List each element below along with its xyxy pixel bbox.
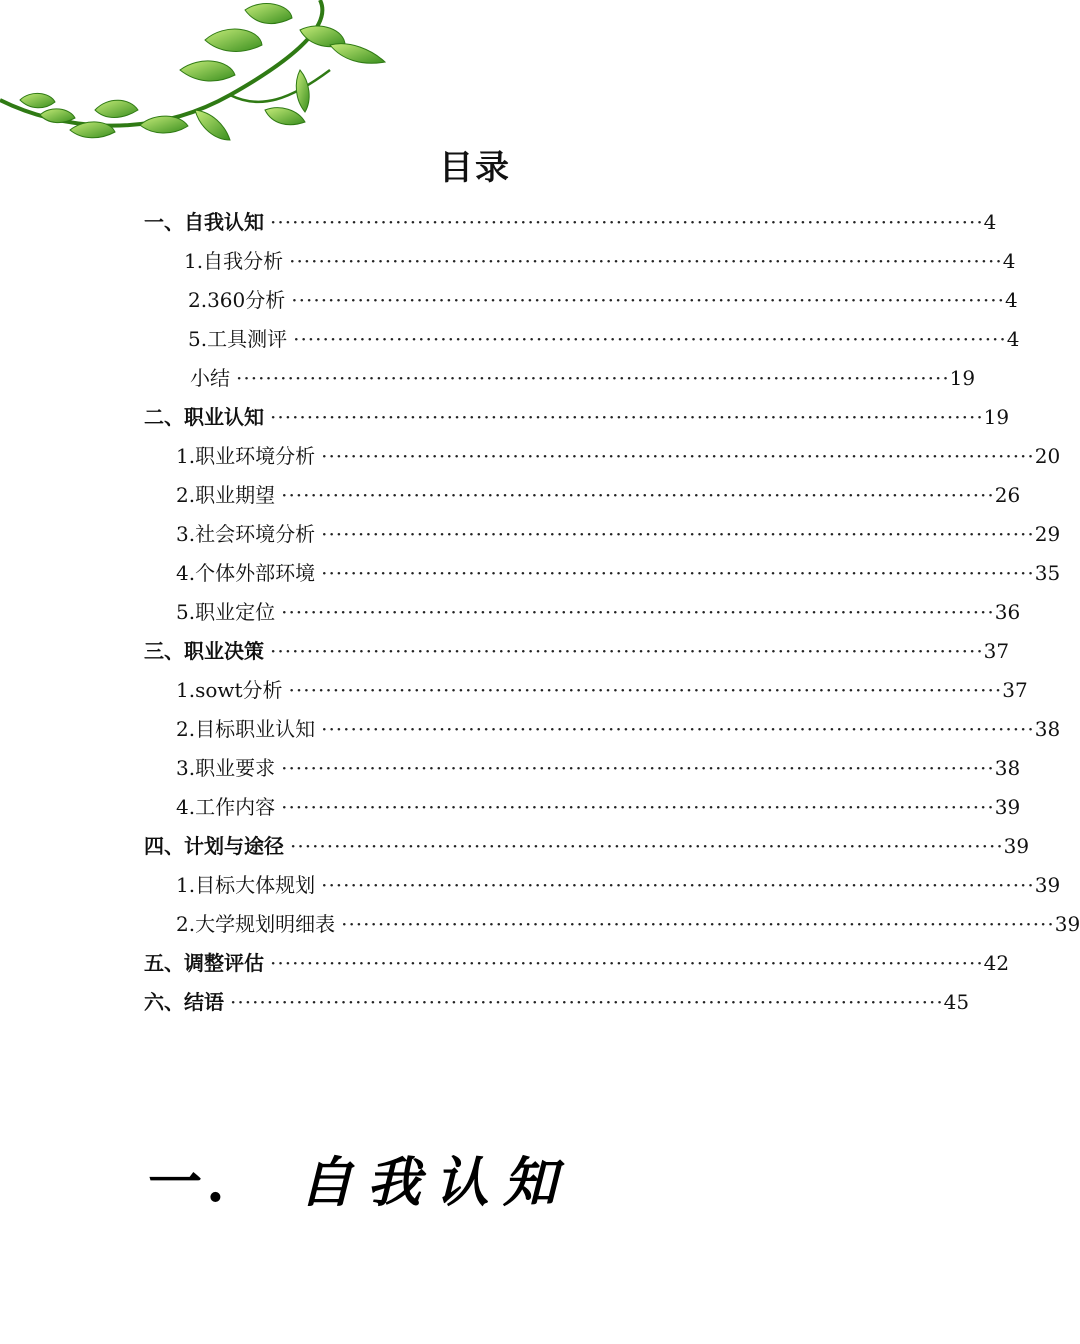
toc-leader-dots: ·································································································	[281, 600, 995, 624]
toc-leader-dots: ·································································································	[321, 873, 1035, 897]
toc-entry-page: 38	[1034, 717, 1061, 741]
toc-entry-page: 45	[943, 990, 970, 1014]
toc-entry-label: 四、计划与途径	[144, 834, 284, 858]
toc-entry-page: 39	[1003, 834, 1030, 858]
toc-entry-page: 19	[983, 405, 1010, 429]
toc-entry[interactable]	[176, 710, 1061, 749]
toc-entry-label: 1.目标大体规划	[176, 873, 316, 897]
toc-entry-page: 39	[1034, 873, 1061, 897]
toc-entry[interactable]	[144, 983, 970, 1022]
toc-leader-dots: ·································································································	[270, 405, 984, 429]
toc-entry[interactable]	[144, 632, 1010, 671]
toc-entry[interactable]	[176, 554, 1061, 593]
section-number: 一.	[148, 1150, 229, 1214]
toc-entry-label: 2.职业期望	[176, 483, 276, 507]
toc-entry-page: 39	[1054, 912, 1080, 936]
toc-entry-label: 1.职业环境分析	[176, 444, 316, 468]
toc-entry[interactable]	[176, 671, 1028, 710]
toc-leader-dots: ·································································································	[321, 561, 1035, 585]
green-vine-leaves-decoration	[0, 0, 400, 160]
toc-leader-dots: ·································································································	[321, 717, 1035, 741]
toc-leader-dots: ·································································································	[281, 795, 995, 819]
toc-entry-page: 4	[1002, 249, 1016, 273]
toc-title: 目录	[439, 148, 511, 188]
toc-entry-label: 六、结语	[144, 990, 224, 1014]
toc-entry[interactable]	[176, 476, 1021, 515]
toc-entry-label: 5.职业定位	[176, 600, 276, 624]
toc-entry[interactable]	[188, 281, 1018, 320]
section-title: 自我认知	[298, 1150, 571, 1214]
toc-entry-page: 37	[983, 639, 1010, 663]
toc-entry-label: 二、职业认知	[144, 405, 264, 429]
toc-entry-label: 2.目标职业认知	[176, 717, 316, 741]
toc-entry-label: 3.职业要求	[176, 756, 276, 780]
toc-entry-page: 4	[1006, 327, 1020, 351]
toc-leader-dots: ·································································································	[341, 912, 1055, 936]
toc-entry[interactable]	[144, 203, 997, 242]
toc-entry-label: 2.360分析	[188, 288, 286, 312]
toc-entry-label: 五、调整评估	[144, 951, 264, 975]
toc-entry-page: 4	[1004, 288, 1018, 312]
toc-entry-label: 4.个体外部环境	[176, 561, 316, 585]
toc-leader-dots: ·································································································	[289, 249, 1003, 273]
toc-entry-label: 5.工具测评	[188, 327, 288, 351]
toc-leader-dots: ·································································································	[291, 288, 1005, 312]
toc-entry-label: 一、自我认知	[144, 210, 264, 234]
toc-entry-label: 1.sowt分析	[176, 678, 283, 702]
toc-entry-label: 2.大学规划明细表	[176, 912, 336, 936]
toc-entry[interactable]	[144, 944, 1010, 983]
toc-entry-label: 4.工作内容	[176, 795, 276, 819]
toc-leader-dots: ·································································································	[281, 483, 995, 507]
toc-entry-page: 36	[994, 600, 1021, 624]
toc-entry[interactable]	[176, 515, 1061, 554]
toc-entry-page: 42	[983, 951, 1010, 975]
toc-entry-page: 35	[1034, 561, 1061, 585]
toc-leader-dots: ·································································································	[288, 678, 1003, 702]
toc-entry[interactable]	[188, 320, 1020, 359]
toc-entry-page: 19	[949, 366, 976, 390]
toc-leader-dots: ·································································································	[293, 327, 1007, 351]
toc-entry[interactable]	[176, 866, 1061, 905]
toc-entry[interactable]	[176, 593, 1021, 632]
toc-leader-dots: ·································································································	[270, 951, 984, 975]
toc-entry-label: 1.自我分析	[184, 249, 284, 273]
toc-entry[interactable]	[176, 905, 1080, 944]
toc-leader-dots: ·································································································	[290, 834, 1004, 858]
toc-entry-label: 三、职业决策	[144, 639, 264, 663]
section-heading	[148, 1140, 571, 1217]
toc-entry-page: 38	[994, 756, 1021, 780]
toc-entry-page: 20	[1034, 444, 1061, 468]
toc-entry-page: 39	[994, 795, 1021, 819]
toc-entry[interactable]	[184, 242, 1016, 281]
toc-leader-dots: ·································································································	[236, 366, 950, 390]
toc-entry[interactable]	[176, 788, 1021, 827]
toc-entry-page: 29	[1034, 522, 1061, 546]
toc-entry-page: 37	[1002, 678, 1028, 702]
toc-entry[interactable]	[190, 359, 976, 398]
toc-entry-page: 4	[983, 210, 997, 234]
toc-entry[interactable]	[144, 398, 1010, 437]
toc-entry-label: 3.社会环境分析	[176, 522, 316, 546]
toc-leader-dots: ·································································································	[281, 756, 995, 780]
toc-entry[interactable]	[176, 437, 1061, 476]
toc-leader-dots: ·································································································	[230, 990, 944, 1014]
toc-entry-page: 26	[994, 483, 1021, 507]
toc-entry[interactable]	[144, 827, 1030, 866]
toc-leader-dots: ·································································································	[321, 522, 1035, 546]
toc-entry-label: 小结	[190, 366, 230, 390]
toc-entry[interactable]	[176, 749, 1021, 788]
toc-leader-dots: ·································································································	[321, 444, 1035, 468]
toc-leader-dots: ·································································································	[270, 210, 984, 234]
toc-leader-dots: ·································································································	[270, 639, 984, 663]
